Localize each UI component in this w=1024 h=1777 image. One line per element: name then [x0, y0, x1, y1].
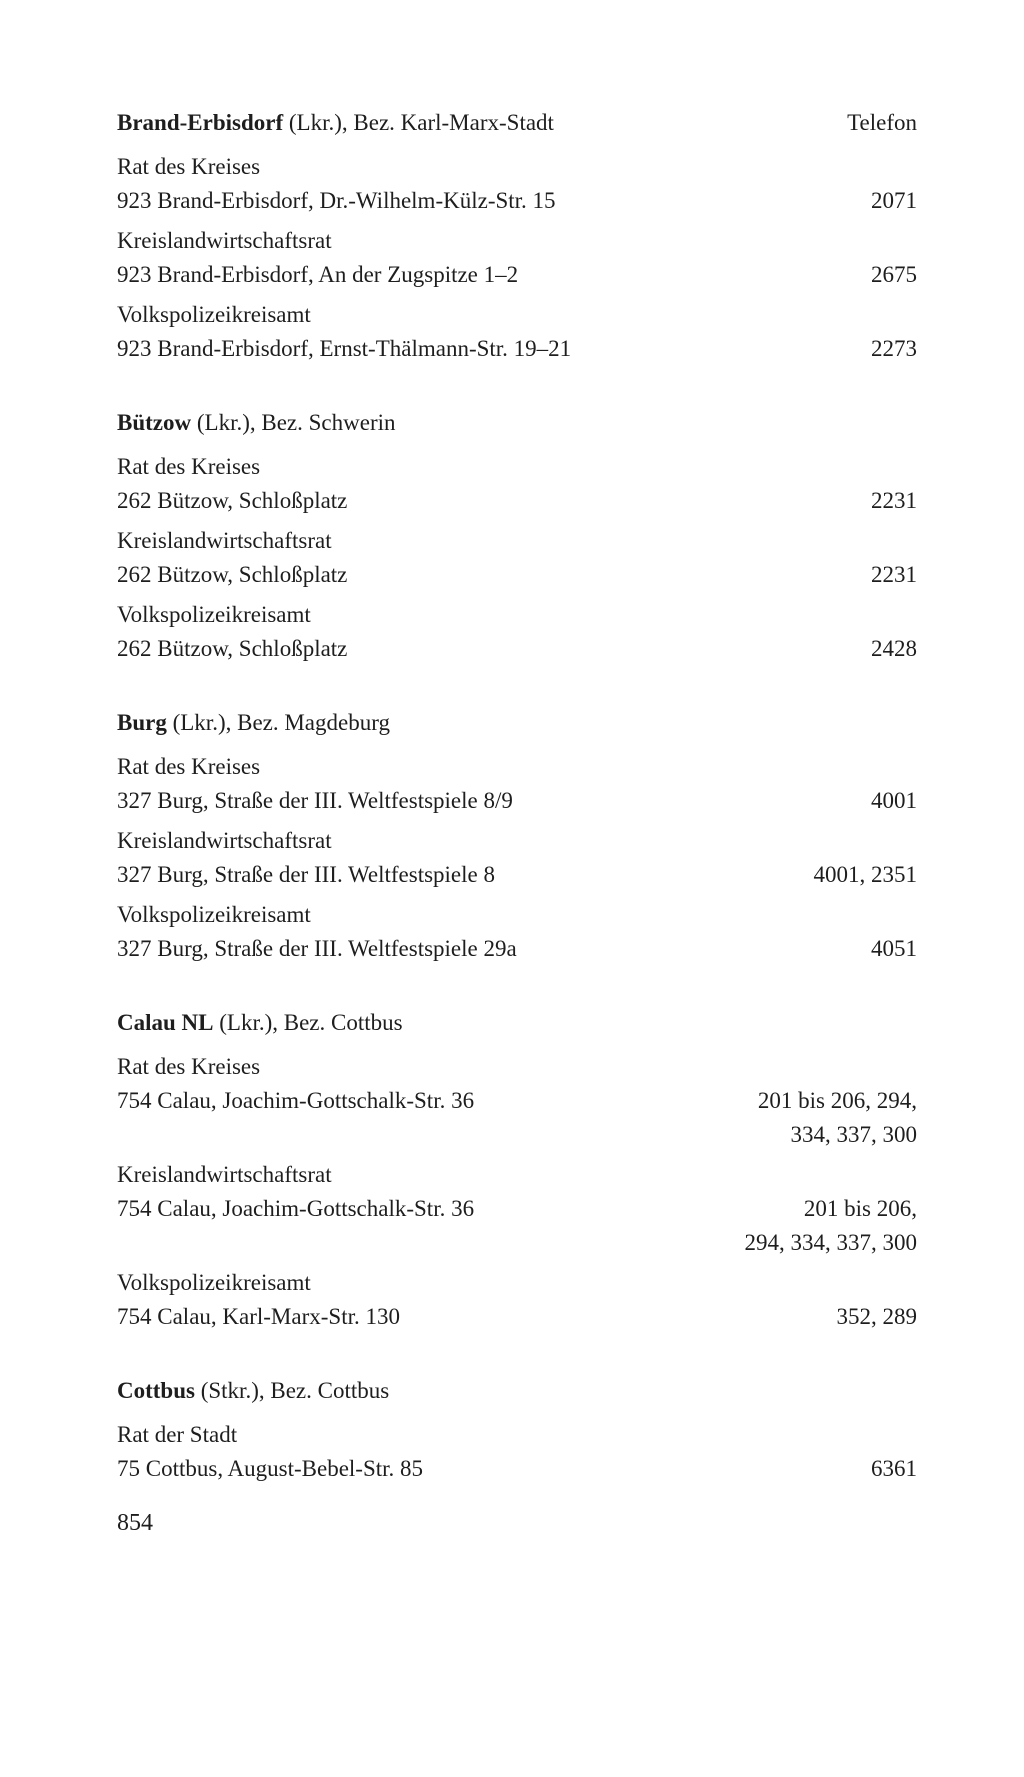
entry	[117, 1418, 917, 1486]
entry	[117, 898, 917, 966]
office-name: Volkspolizeikreisamt	[117, 902, 311, 927]
entry	[117, 150, 917, 218]
phone: 4001, 2351	[813, 862, 917, 887]
office-name: Kreislandwirtschaftsrat	[117, 828, 332, 853]
entry	[117, 450, 917, 518]
phone: 2231	[871, 488, 917, 513]
office-name: Rat des Kreises	[117, 454, 261, 479]
telefon-column-label: Telefon	[847, 110, 917, 135]
address-line	[117, 932, 917, 966]
phone-continued: 334, 337, 300	[790, 1122, 917, 1147]
section-title	[117, 706, 917, 740]
address-line	[117, 558, 917, 592]
address: 262 Bützow, Schloßplatz	[117, 562, 348, 587]
entry	[117, 1158, 917, 1255]
phone: 201 bis 206,	[803, 1196, 917, 1221]
address-line	[117, 1300, 917, 1334]
address-line	[117, 858, 917, 892]
phone: 4051	[871, 936, 917, 961]
address: 327 Burg, Straße der III. Weltfestspiele 8/9	[117, 788, 513, 813]
phone: 2428	[871, 636, 917, 661]
district-suffix: (Stkr.), Bez. Cottbus	[194, 1378, 390, 1403]
office-name: Rat des Kreises	[117, 154, 261, 179]
entry	[117, 524, 917, 592]
district-name: Cottbus	[117, 1378, 195, 1403]
district-name: Calau NL	[117, 1010, 214, 1035]
section-cottbus	[117, 1374, 917, 1481]
district-suffix: (Lkr.), Bez. Karl-Marx-Stadt	[283, 110, 554, 135]
office-name: Volkspolizeikreisamt	[117, 602, 311, 627]
section-title	[117, 406, 917, 440]
address-line	[117, 184, 917, 218]
address: 75 Cottbus, August-Bebel-Str. 85	[117, 1456, 424, 1481]
address-line	[117, 632, 917, 666]
address-line	[117, 1084, 917, 1118]
address-line	[117, 1192, 917, 1226]
district-suffix: (Lkr.), Bez. Schwerin	[191, 410, 396, 435]
address-line	[117, 784, 917, 818]
section-title	[117, 106, 917, 140]
address-line	[117, 258, 917, 292]
address: 327 Burg, Straße der III. Weltfestspiele 29a	[117, 936, 517, 961]
address: 923 Brand-Erbisdorf, Dr.-Wilhelm-Külz-Str. 15	[117, 188, 556, 213]
district-name: Brand-Erbisdorf	[117, 110, 284, 135]
phone: 2675	[871, 262, 917, 287]
address: 327 Burg, Straße der III. Weltfestspiele 8	[117, 862, 495, 887]
entry	[117, 298, 917, 366]
address: 754 Calau, Karl-Marx-Str. 130	[117, 1304, 400, 1329]
district-name: Burg	[117, 710, 167, 735]
section-calau	[117, 1006, 917, 1329]
phone: 4001	[871, 788, 917, 813]
address-line	[117, 1452, 917, 1486]
office-name: Rat des Kreises	[117, 754, 261, 779]
phone: 201 bis 206, 294,	[757, 1088, 917, 1113]
address: 754 Calau, Joachim-Gottschalk-Str. 36	[117, 1088, 475, 1113]
address: 262 Bützow, Schloßplatz	[117, 636, 348, 661]
district-suffix: (Lkr.), Bez. Cottbus	[213, 1010, 403, 1035]
address-line	[117, 484, 917, 518]
entry	[117, 750, 917, 818]
phone: 352, 289	[836, 1304, 917, 1329]
office-name: Volkspolizeikreisamt	[117, 302, 311, 327]
phone: 2071	[871, 188, 917, 213]
address: 923 Brand-Erbisdorf, Ernst-Thälmann-Str. 19–21	[117, 336, 572, 361]
entry	[117, 1050, 917, 1147]
district-name: Bützow	[117, 410, 192, 435]
office-name: Rat des Kreises	[117, 1054, 261, 1079]
entry	[117, 1266, 917, 1334]
office-name: Rat der Stadt	[117, 1422, 238, 1447]
phone-continued: 294, 334, 337, 300	[744, 1230, 917, 1255]
section-title	[117, 1006, 917, 1040]
page-number: 854	[117, 1510, 153, 1536]
district-suffix: (Lkr.), Bez. Magdeburg	[166, 710, 390, 735]
entry	[117, 598, 917, 666]
phone: 6361	[871, 1456, 917, 1481]
section-burg	[117, 706, 917, 961]
office-name: Volkspolizeikreisamt	[117, 1270, 311, 1295]
section-title	[117, 1374, 917, 1408]
address-line	[117, 332, 917, 366]
section-brand-erbisdorf	[117, 106, 917, 361]
address: 923 Brand-Erbisdorf, An der Zugspitze 1–2	[117, 262, 519, 287]
office-name: Kreislandwirtschaftsrat	[117, 1162, 332, 1187]
office-name: Kreislandwirtschaftsrat	[117, 228, 332, 253]
entry	[117, 824, 917, 892]
phone: 2231	[871, 562, 917, 587]
section-buetzow	[117, 406, 917, 661]
office-name: Kreislandwirtschaftsrat	[117, 528, 332, 553]
phone: 2273	[871, 336, 917, 361]
address: 754 Calau, Joachim-Gottschalk-Str. 36	[117, 1196, 475, 1221]
address: 262 Bützow, Schloßplatz	[117, 488, 348, 513]
entry	[117, 224, 917, 292]
